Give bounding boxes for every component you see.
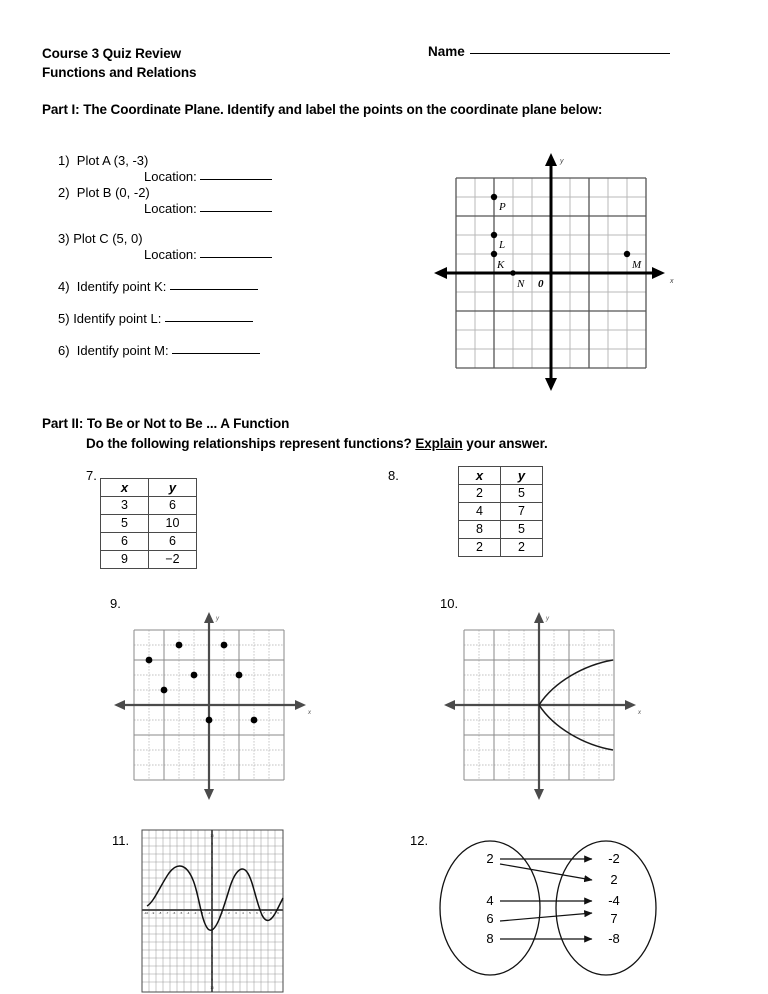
cell-y: 2 [501, 539, 543, 557]
svg-text:-3: -3 [193, 911, 197, 915]
question-11-graph [140, 828, 285, 994]
svg-text:1: 1 [211, 906, 213, 910]
range-value-neg4: -4 [608, 893, 620, 908]
question-10-number: 10. [440, 596, 459, 611]
spacer [58, 217, 388, 231]
question-7-number: 7. [86, 468, 97, 483]
cell-y: 7 [501, 503, 543, 521]
point-L-label: L [499, 239, 506, 251]
question-2-location [58, 201, 388, 217]
part-2-subheading [42, 434, 722, 454]
point-P-label: P [499, 201, 506, 213]
svg-text:8: 8 [211, 850, 213, 854]
question-7-table [100, 478, 197, 569]
svg-text:4: 4 [211, 882, 213, 886]
table-row [101, 551, 197, 569]
scatter-point [206, 717, 213, 724]
cell-y: 10 [149, 515, 197, 533]
cell-x: 4 [459, 503, 501, 521]
question-6-number: 6) [58, 343, 70, 358]
table-row [459, 539, 543, 557]
question-12-number: 12. [410, 833, 429, 848]
question-3-text: Plot C (5, 0) [73, 231, 143, 246]
range-value-neg8: -8 [608, 931, 620, 946]
question-1 [58, 153, 388, 169]
svg-text:7: 7 [211, 858, 213, 862]
page-title [42, 44, 196, 82]
title-line-2: Functions and Relations [42, 65, 197, 80]
range-value-2: 2 [610, 872, 618, 887]
scatter-point [251, 717, 258, 724]
question-9-graph [104, 608, 320, 808]
svg-text:-9: -9 [151, 911, 155, 915]
svg-text:1: 1 [211, 914, 213, 918]
spacer [58, 263, 388, 279]
question-3-number: 3) [58, 231, 70, 246]
scatter-point [161, 687, 168, 694]
cell-x: 6 [101, 533, 149, 551]
question-1-location [58, 169, 388, 185]
svg-text:-8: -8 [158, 911, 162, 915]
svg-text:2: 2 [211, 898, 213, 902]
cell-y: −2 [149, 551, 197, 569]
cell-x: 2 [459, 539, 501, 557]
svg-text:10: 10 [210, 834, 214, 838]
scatter-points [146, 642, 258, 724]
domain-value-6: 6 [486, 911, 494, 926]
name-label: Name [428, 44, 465, 59]
question-12-mapping-diagram [428, 833, 668, 983]
scatter-point [236, 672, 243, 679]
table-header-row [101, 479, 197, 497]
svg-text:-4: -4 [186, 911, 190, 915]
part-2-title: Part II: To Be or Not to Be ... A Function [42, 416, 290, 431]
domain-value-8: 8 [486, 931, 494, 946]
question-5-text: Identify point L: [73, 311, 162, 326]
cell-y: 6 [149, 533, 197, 551]
svg-text:-6: -6 [172, 911, 176, 915]
question-12-svg [428, 833, 668, 983]
svg-text:9: 9 [211, 842, 213, 846]
svg-text:-2: -2 [200, 911, 204, 915]
part-1-question-list [58, 153, 388, 359]
question-9-svg [104, 608, 320, 808]
question-3-location [58, 247, 388, 263]
question-2-answer-blank[interactable] [200, 211, 272, 212]
table-row [459, 521, 543, 539]
question-5-number: 5) [58, 311, 70, 326]
svg-text:-5: -5 [179, 911, 183, 915]
svg-text:3: 3 [211, 890, 213, 894]
y-axis-label: y [216, 616, 219, 622]
table-row [101, 515, 197, 533]
table-row [101, 533, 197, 551]
table-header-row [459, 467, 543, 485]
svg-text:5: 5 [211, 874, 213, 878]
question-1-number: 1) [58, 153, 70, 168]
cell-x: 3 [101, 497, 149, 515]
table-row [459, 485, 543, 503]
question-8-number: 8. [388, 468, 399, 483]
svg-text:4: 4 [211, 938, 213, 942]
svg-text:8: 8 [211, 970, 213, 974]
question-3-location-label: Location: [144, 247, 197, 262]
cell-y: 5 [501, 521, 543, 539]
svg-text:9: 9 [211, 978, 213, 982]
column-header-x: x [101, 479, 149, 497]
subheading-post: your answer. [462, 436, 548, 451]
question-5-answer-blank[interactable] [165, 321, 253, 322]
point-P-dot [491, 194, 497, 200]
svg-text:10: 10 [210, 986, 214, 990]
question-6-text: Identify point M: [76, 343, 169, 358]
svg-text:4: 4 [242, 911, 244, 915]
point-N-label: N [517, 278, 525, 290]
point-L-dot [491, 232, 497, 238]
question-1-answer-blank[interactable] [200, 179, 272, 180]
svg-text:-7: -7 [165, 911, 169, 915]
svg-text:6: 6 [211, 866, 213, 870]
cell-y: 6 [149, 497, 197, 515]
svg-text:3: 3 [211, 930, 213, 934]
question-2-location-label: Location: [144, 201, 197, 216]
range-value-neg2: -2 [608, 851, 620, 866]
question-9-number: 9. [110, 596, 121, 611]
domain-value-2: 2 [486, 851, 494, 866]
point-M-dot [624, 251, 630, 257]
point-N-dot [510, 270, 516, 276]
question-11-number: 11. [112, 833, 130, 848]
question-1-text: Plot A (3, -3) [76, 153, 149, 168]
x-axis-label: x [308, 710, 311, 716]
origin-label: 0 [538, 278, 544, 290]
svg-text:2: 2 [211, 922, 213, 926]
y-axis-label: y [560, 158, 564, 165]
x-axis-label: x [670, 278, 674, 285]
point-M-label: M [632, 259, 642, 271]
svg-text:2: 2 [228, 911, 230, 915]
column-header-x: x [459, 467, 501, 485]
svg-text:-1: -1 [207, 911, 211, 915]
question-3 [58, 231, 388, 247]
axis-lines [118, 616, 302, 796]
arrow-2-to-2 [500, 864, 592, 880]
question-6 [58, 343, 388, 359]
question-6-answer-blank[interactable] [172, 353, 260, 354]
svg-text:1: 1 [221, 911, 223, 915]
name-blank-line[interactable] [470, 53, 670, 54]
question-1-location-label: Location: [144, 169, 197, 184]
scatter-point [176, 642, 183, 649]
question-10-graph [434, 608, 650, 808]
subheading-pre: Do the following relationships represent functions? [86, 436, 416, 451]
title-line-1: Course 3 Quiz Review [42, 46, 182, 61]
question-10-svg [434, 608, 650, 808]
cell-x: 2 [459, 485, 501, 503]
range-oval [556, 841, 656, 975]
svg-text:6: 6 [211, 954, 213, 958]
question-8-table [458, 466, 543, 557]
svg-text:3: 3 [235, 911, 237, 915]
svg-text:9: 9 [277, 911, 279, 915]
part-2-heading [42, 414, 722, 454]
table-row [101, 497, 197, 515]
question-11-svg [140, 828, 285, 994]
question-4 [58, 279, 388, 295]
x-axis-label: x [638, 710, 641, 716]
mapping-arrows [500, 859, 592, 939]
svg-text:7: 7 [211, 962, 213, 966]
column-header-y: y [149, 479, 197, 497]
cell-x: 9 [101, 551, 149, 569]
column-header-y: y [501, 467, 543, 485]
range-value-7: 7 [610, 911, 618, 926]
range-values [608, 851, 620, 946]
question-3-answer-blank[interactable] [200, 257, 272, 258]
cell-x: 8 [459, 521, 501, 539]
point-K-dot [491, 251, 497, 257]
question-2-text: Plot B (0, -2) [76, 185, 150, 200]
spacer [58, 295, 388, 311]
part-1-coordinate-plane [432, 148, 678, 396]
domain-value-4: 4 [486, 893, 494, 908]
question-4-number: 4) [58, 279, 70, 294]
scatter-point [221, 642, 228, 649]
domain-values [486, 851, 493, 946]
part-1-heading: Part I: The Coordinate Plane. Identify and label the points on the coordinate plane below: [42, 102, 603, 117]
spacer [58, 327, 388, 343]
svg-text:5: 5 [211, 946, 213, 950]
cell-x: 5 [101, 515, 149, 533]
question-2 [58, 185, 388, 201]
arrow-6-to-7 [500, 913, 592, 921]
svg-text:-10: -10 [143, 911, 149, 915]
svg-text:8: 8 [270, 911, 272, 915]
table-row [459, 503, 543, 521]
svg-text:5: 5 [249, 911, 251, 915]
svg-text:6: 6 [256, 911, 258, 915]
scatter-point [146, 657, 153, 664]
svg-text:7: 7 [263, 911, 265, 915]
question-4-text: Identify point K: [76, 279, 167, 294]
subheading-explain: Explain [415, 436, 463, 451]
coordinate-plane-svg [432, 148, 678, 396]
cell-y: 5 [501, 485, 543, 503]
question-2-number: 2) [58, 185, 70, 200]
y-axis-label: y [546, 616, 549, 622]
question-5 [58, 311, 388, 327]
name-field-block [428, 44, 670, 59]
scatter-point [191, 672, 198, 679]
point-K-label: K [497, 259, 505, 271]
question-4-answer-blank[interactable] [170, 289, 258, 290]
